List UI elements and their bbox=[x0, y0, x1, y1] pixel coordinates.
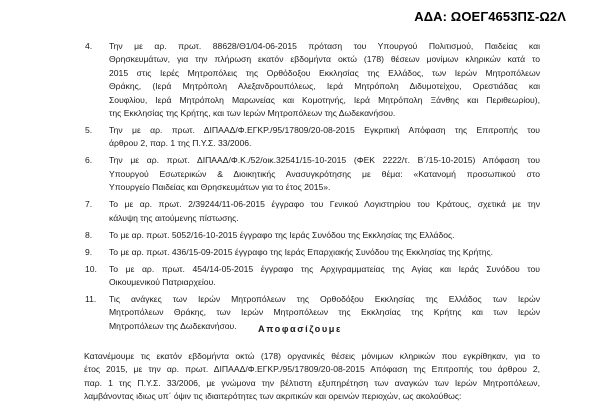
item-number: 9. bbox=[85, 246, 93, 257]
item-text-line: Την με αρ. πρωτ. ΔΙΠΑΑΔ/Φ.ΕΓΚΡ./95/17809/20-08-2015 Εγκριτική Απόφαση της Επιτροπής του bbox=[109, 125, 540, 136]
list-item bbox=[0, 246, 600, 259]
item-text-line: Θράκης, (Ιερά Μητρόπολη Αλεξανδρουπόλεως, Ιερά Μητρόπολη Διδυμοτείχου, Ορεστιάδας και bbox=[109, 81, 540, 92]
item-text-line: Μητροπόλεων της Δωδεκανήσου. bbox=[109, 320, 237, 331]
item-text-line: Το με αρ. πρωτ. 454/14-05-2015 έγγραφο της Αρχιγραμματείας της Αγίας και Ιεράς Συνόδου του bbox=[109, 263, 540, 274]
item-text-line: Το με αρ. πρωτ. 2/39244/11-06-2015 έγγραφο του Γενικού Λογιστηρίου του Κράτους, σχετικά με την bbox=[109, 199, 540, 210]
item-text-line: Μητροπόλεων Θράκης, των Ιερών Μητροπόλεων της Εκκλησίας της Κρήτης και των Ιερών bbox=[109, 307, 540, 318]
item-number: 10. bbox=[85, 263, 97, 274]
item-text-line: 2015 στις Ιερές Μητροπόλεις της Ορθόδοξου Εκκλησίας της Ελλάδος, των Ιερών Μητροπόλεων bbox=[109, 67, 540, 78]
considerations-list bbox=[0, 40, 600, 337]
ada-code: ΑΔΑ: ΩΟΕΓ4653ΠΣ-Ω2Λ bbox=[414, 9, 566, 24]
item-text-line: Οικουμενικού Πατριαρχείου. bbox=[109, 277, 216, 288]
list-item bbox=[0, 124, 600, 151]
list-item bbox=[0, 198, 600, 225]
decision-heading: Αποφασίζουμε bbox=[258, 324, 342, 334]
item-number: 5. bbox=[85, 125, 93, 136]
decision-text-line: έτος 2015, με την αρ. πρωτ. ΔΙΠΑΑΔ/Φ.ΕΓΚΡ./95/17809/20-08-2015 Απόφαση της Επιτροπής του άρθρου 2, bbox=[84, 364, 540, 375]
item-number: 8. bbox=[85, 229, 93, 240]
decision-paragraph bbox=[84, 350, 540, 404]
item-text-line: της Εκκλησίας της Κρήτης, και των Ιερών Μητροπόλεων της Δωδεκανήσου. bbox=[109, 108, 396, 119]
item-text-line: Υπουργείο Παιδείας και Θρησκευμάτων για το έτος 2015». bbox=[109, 182, 331, 193]
decision-text-line: Κατανέμουμε τις εκατόν εβδομήντα οκτώ (178) οργανικές θέσεις μόνιμων κληρικών που εγκρίθηκαν, για το bbox=[84, 351, 540, 361]
item-number: 7. bbox=[85, 199, 93, 210]
list-item bbox=[0, 229, 600, 242]
decision-text-line: παρ. 1 της Π.Υ.Σ. 33/2006, με γνώμονα την βέλτιστη εξυπηρέτηση των αναγκών των Ιερών Μητροπόλεων, bbox=[84, 377, 540, 388]
item-text-line: Την με αρ. πρωτ. 88628/Θ1/04-06-2015 πρόταση του Υπουργού Πολιτισμού, Παιδείας και bbox=[109, 41, 540, 51]
item-text-line: κάλυψη της αιτούμενης πίστωσης. bbox=[109, 212, 239, 223]
list-item bbox=[0, 263, 600, 290]
item-text-line: Υπουργού Εσωτερικών & Διοικητικής Ανασυγκρότησης με θέμα: «Κατανομή προσωπικού στο bbox=[109, 168, 540, 179]
item-number: 4. bbox=[85, 41, 93, 51]
item-number: 6. bbox=[85, 155, 93, 166]
item-number: 11. bbox=[85, 294, 97, 305]
item-text-line: άρθρου 2, παρ. 1 της Π.Υ.Σ. 33/2006. bbox=[109, 138, 252, 149]
item-text-line: Το με αρ. πρωτ. 5052/16-10-2015 έγγραφο της Ιεράς Συνόδου της Εκκλησίας της Ελλάδος. bbox=[109, 229, 455, 240]
list-item bbox=[0, 40, 600, 120]
item-text-line: Το με αρ. πρωτ. 436/15-09-2015 έγγραφο της Ιεράς Επαρχιακής Συνόδου της Εκκλησίας της Κρήτης. bbox=[109, 246, 494, 257]
item-text-line: Τις ανάγκες των Ιερών Μητροπόλεων της Ορθοδόξου Εκκλησίας της Ελλάδος των Ιερών bbox=[109, 294, 540, 305]
decision-text-line: λαμβάνοντας ιδιως υπ΄ όψιν τις ιδιαιτερότητες των ακριτικών και ορεινών περιοχών, ως ακολούθως: bbox=[84, 391, 462, 402]
item-text-line: Θρησκευμάτων, για την πλήρωση εκατόν εβδομήντα οκτώ (178) θέσεων μονίμων κληρικών κατά το bbox=[109, 54, 540, 65]
item-text-line: Την με αρ. πρωτ. ΔΙΠΑΑΔ/Φ.Κ./52/οικ.32541/15-10-2015 (ΦΕΚ 2222/τ. Β΄/15-10-2015) Απόφαση του bbox=[109, 155, 540, 166]
list-item bbox=[0, 154, 600, 194]
item-text-line: Σουφλίου, Ιερά Μητρόπολη Μαρωνείας και Κομοτηνής, Ιερά Μητρόπολη Ξάνθης και Περιθεωρίου), bbox=[109, 94, 540, 105]
